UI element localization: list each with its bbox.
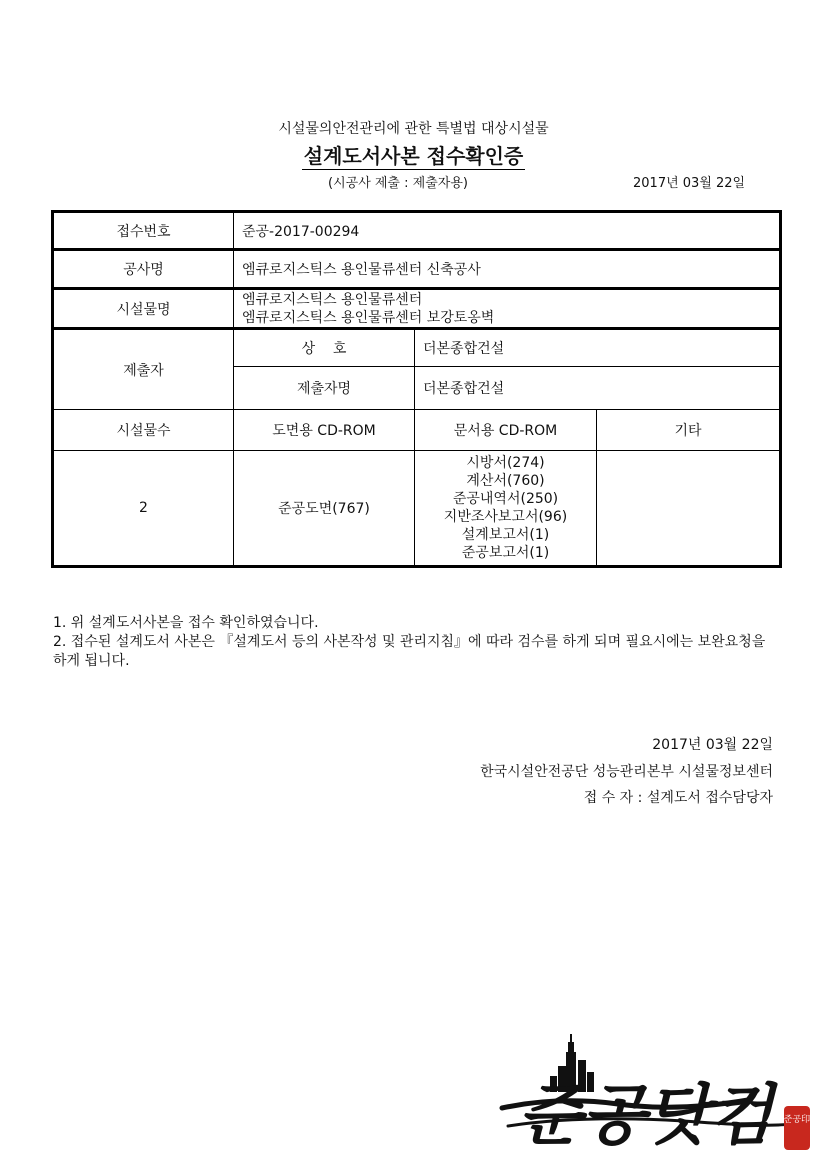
company-value: 더본종합건설 [415,329,781,367]
col-document-cd: 문서용 CD-ROM [415,410,597,451]
note-1: 1. 위 설계도서사본을 접수 확인하였습니다. [53,615,319,631]
document-item: 계산서(760) [466,473,545,489]
facility-count-value: 2 [53,451,234,567]
company-label: 상 호 [234,329,415,367]
seal-text: 준공印 [783,1115,811,1125]
project-label: 공사명 [53,250,234,289]
note-2: 2. 접수된 설계도서 사본은 『설계도서 등의 사본작성 및 관리지침』에 따라 검수를 하게 되며 필요시에는 보완요청을 하게 됩니다. [53,634,766,669]
receipt-no-value: 준공-2017-00294 [234,212,781,250]
project-row [53,250,781,289]
footer-receiver: 접 수 자 : 설계도서 접수담당자 [583,790,773,806]
jungong-logo [498,1030,818,1160]
submission-type: (시공사 제출 : 제출자용) [328,176,468,191]
submitter-row-company [53,329,781,367]
document-item: 지반조사보고서(96) [443,509,568,525]
footer-organization: 한국시설안전공단 성능관리본부 시설물정보센터 [480,764,773,780]
logo-text: 준공닷컴 [518,1076,774,1154]
drawing-cd-value: 준공도면(767) [234,451,415,567]
notes [53,614,775,671]
facility-value [234,289,781,329]
footer-date: 2017년 03월 22일 [652,737,773,753]
receipt-form-table [51,210,782,568]
etc-value [597,451,781,567]
submitter-name-value: 더본종합건설 [415,367,781,410]
facility-row [53,289,781,329]
values-row [53,451,781,567]
facility-label: 시설물명 [53,289,234,329]
columns-header-row [53,410,781,451]
receipt-no-label: 접수번호 [53,212,234,250]
document-item: 준공보고서(1) [461,545,550,561]
facility-name-1: 엠큐로지스틱스 용인물류센터 [242,291,423,308]
col-facility-count: 시설물수 [53,410,234,451]
facility-name-2: 엠큐로지스틱스 용인물류센터 보강토옹벽 [242,309,495,326]
document-cd-list [415,451,597,567]
col-etc: 기타 [597,410,781,451]
receipt-no-row [53,212,781,250]
document-item: 준공내역서(250) [452,491,559,507]
col-drawing-cd: 도면용 CD-ROM [234,410,415,451]
project-value: 엠큐로지스틱스 용인물류센터 신축공사 [234,250,781,289]
submitter-name-label: 제출자명 [234,367,415,410]
seal-icon [784,1106,810,1150]
document-title-text: 설계도서사본 접수확인증 [303,144,524,168]
document-item: 설계보고서(1) [461,527,550,543]
document-subtitle: 시설물의안전관리에 관한 특별법 대상시설물 [278,121,549,137]
submitter-label: 제출자 [53,329,234,410]
document-item: 시방서(274) [466,455,545,471]
header-date: 2017년 03월 22일 [633,176,746,191]
document-title [0,140,827,169]
